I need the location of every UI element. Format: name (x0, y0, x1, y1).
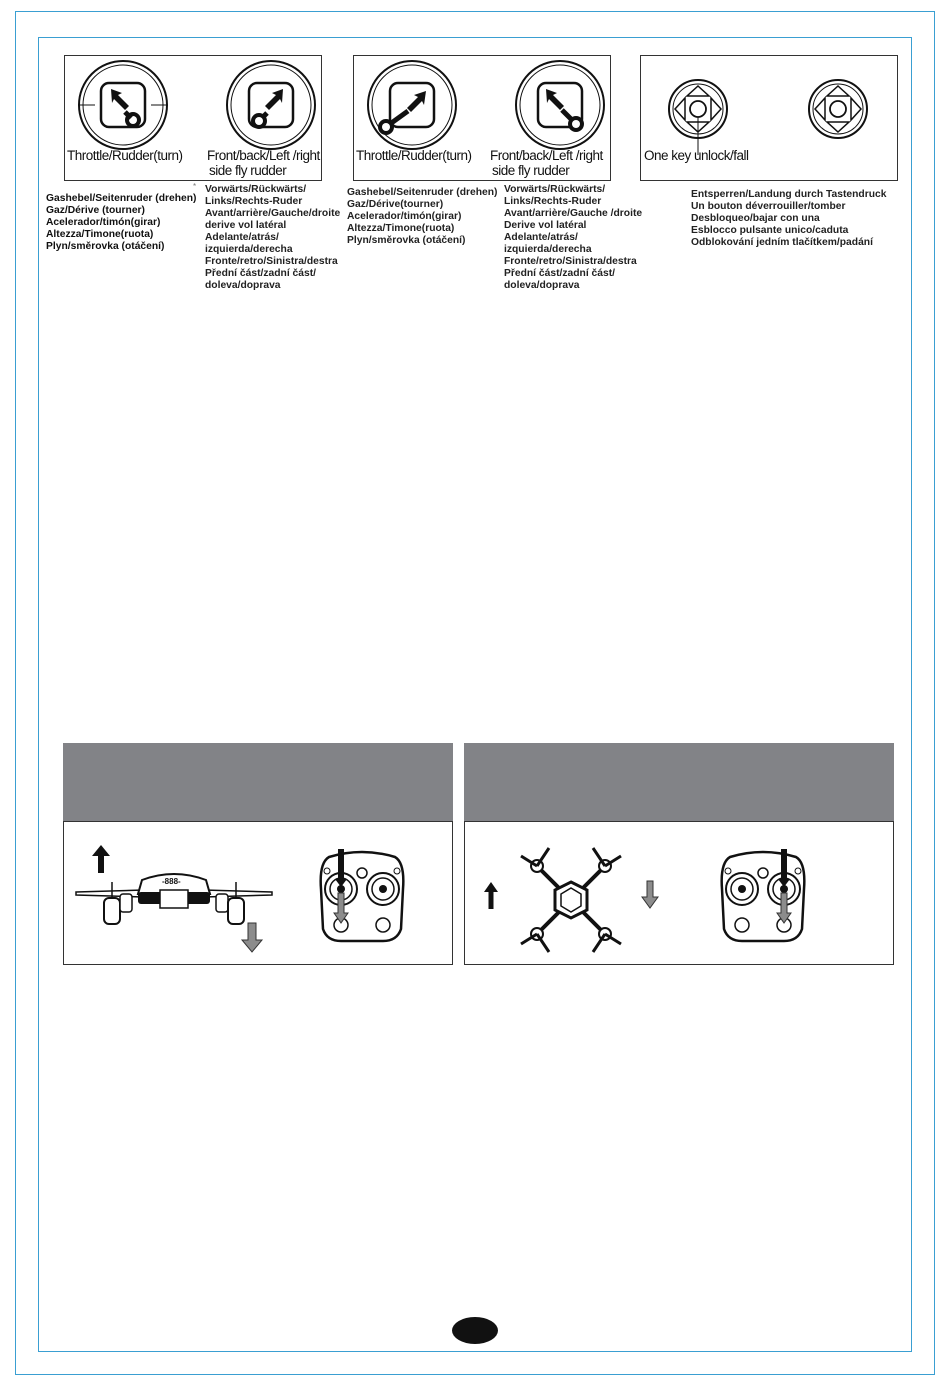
control-panel-1 (64, 55, 322, 181)
controller-icon (718, 849, 808, 945)
control-panel-3 (640, 55, 898, 181)
controller-icon (317, 849, 407, 945)
section-header-band-right (464, 743, 894, 821)
joystick-icon (512, 59, 612, 154)
translation-block-1: Gashebel/Seitenruder (drehen) Gaz/Dérive (tourner) Acelerador/timón(girar) Altezza/Timone(ruota) Plyn/směrovka (otáčení) (46, 193, 197, 252)
dpad-icon (807, 78, 869, 140)
joystick-icon (364, 59, 464, 154)
joystick-icon (75, 59, 175, 154)
panel-1-caption-left: Throttle/Rudder(turn) (67, 148, 183, 163)
panel-2-caption-left: Throttle/Rudder(turn) (356, 148, 472, 163)
arrow-down-icon (641, 880, 659, 910)
page-number-badge (452, 1317, 498, 1344)
dpad-icon (667, 78, 729, 140)
translation-block-5: Entsperren/Landung durch Tastendruck Un bouton déverrouiller/tomber Desbloqueo/bajar con una Esblocco pulsante unico/caduta Odblokování jedním tlačítkem/padání (691, 189, 887, 248)
panel-2-caption-right: Front/back/Left /right side fly rudder (490, 148, 603, 178)
drone-icon (515, 844, 627, 956)
control-panel-2 (353, 55, 611, 181)
joystick-icon (223, 59, 323, 154)
translation-block-2: Vorwärts/Rückwärts/ Links/Rechts-Ruder Avant/arrière/Gauche/droite derive vol latéral Adelante/atrás/ izquierda/derecha Fronte/retro/Sinistra/destra Přední část/zadní část/ doleva/doprava (205, 184, 341, 291)
illustration-box-left (63, 821, 453, 965)
svg-text:-888-: -888- (162, 877, 181, 886)
asterisk-mark: * (193, 182, 197, 191)
illustration-box-right (464, 821, 894, 965)
translation-block-4: Vorwärts/Rückwärts/ Links/Rechts-Ruder Avant/arrière/Gauche /droite Derive vol latéral Adelante/atrás/ izquierda/derecha Fronte/retro/Sinistra/destra Přední část/zadní část/ doleva/doprava (504, 184, 643, 291)
panel-3-caption: One key unlock/fall (644, 148, 749, 163)
section-header-band-left (63, 743, 453, 821)
panel-1-caption-right: Front/back/Left /right side fly rudder (207, 148, 320, 178)
arrow-down-icon (241, 922, 263, 954)
arrow-up-icon (483, 882, 499, 910)
translation-block-3: Gashebel/Seitenruder (drehen) Gaz/Dérive(tourner) Acelerador/timón(girar) Altezza/Timone(ruota) Plyn/směrovka (otáčení) (347, 187, 498, 246)
